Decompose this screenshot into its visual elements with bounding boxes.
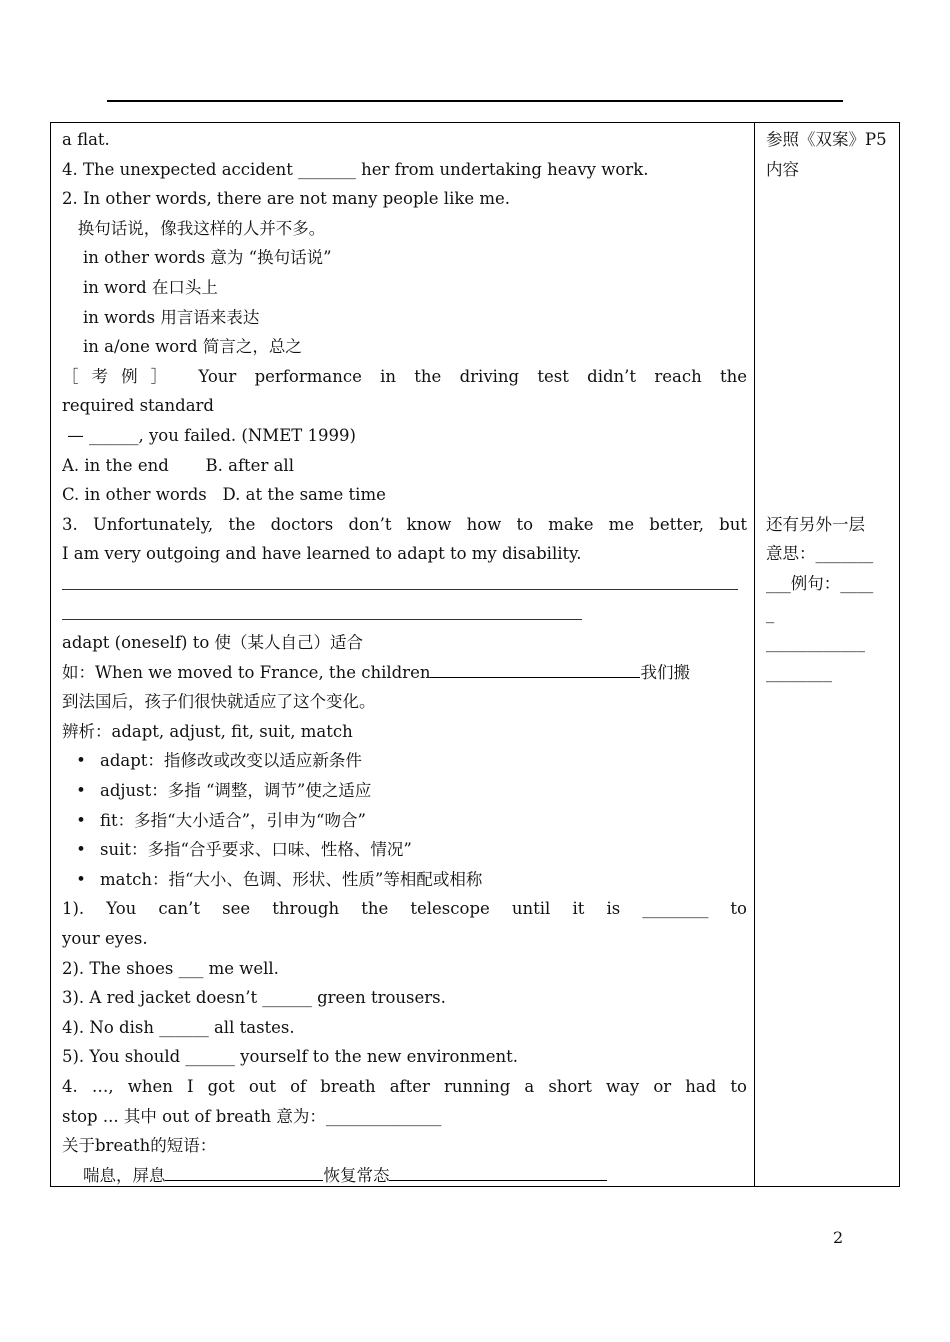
- note-line: 内容: [766, 159, 799, 179]
- note-spacer: [766, 362, 890, 392]
- text-line: 2. In other words, there are not many people like me.: [62, 189, 511, 209]
- text-line: 到法国后，孩子们很快就适应了这个变化。: [62, 692, 376, 712]
- bullet-item: [62, 865, 747, 895]
- header-rule: [107, 100, 843, 102]
- text-line: [62, 1161, 747, 1191]
- bullet-icon: •: [76, 810, 86, 830]
- text-segment: 如：When we moved to France, the children: [62, 662, 431, 682]
- text-line: required standard: [62, 396, 214, 416]
- text-line: 4. The unexpected accident _______ her from undertaking heavy work.: [62, 159, 649, 179]
- text-line: ［考例］ Your performance in the driving test didn’t reach the: [62, 366, 747, 386]
- bullet-text: adjust：多指 “调整，调节”使之适应: [100, 781, 372, 801]
- text-line: in a/one word 简言之，总之: [62, 337, 302, 357]
- bullet-item: [62, 746, 747, 776]
- text-line: 4). No dish ______ all tastes.: [62, 1017, 295, 1037]
- text-line: 3). A red jacket doesn’t ______ green trousers.: [62, 988, 446, 1008]
- bullet-icon: •: [76, 869, 86, 889]
- note-spacer: [766, 243, 890, 273]
- note-spacer: [766, 421, 890, 451]
- bullet-item: [62, 806, 747, 836]
- fill-blank: [389, 1162, 607, 1181]
- bullet-text: suit：多指“合乎要求、口味、性格、情况”: [100, 840, 412, 860]
- bullet-text: adapt：指修改或改变以适应新条件: [100, 751, 362, 771]
- fill-blank: [165, 1162, 323, 1181]
- note-spacer: [766, 451, 890, 481]
- note-spacer: [766, 480, 890, 510]
- text-line: 关于breath的短语：: [62, 1136, 217, 1156]
- note-spacer: [766, 303, 890, 333]
- text-line: C. in other words D. at the same time: [62, 485, 386, 505]
- text-line: stop ... 其中 out of breath 意为：______________: [62, 1106, 442, 1126]
- text-line: adapt (oneself) to 使（某人自己）适合: [62, 633, 364, 653]
- text-line: your eyes.: [62, 929, 148, 949]
- bullet-icon: •: [76, 751, 86, 771]
- text-line: 换句话说，像我这样的人并不多。: [62, 218, 326, 238]
- text-line: 3. Unfortunately, the doctors don’t know how to make me better, but: [62, 514, 747, 534]
- bullet-text: match：指“大小、色调、形状、性质”等相配或相称: [100, 869, 483, 889]
- worksheet-table: [50, 122, 900, 1187]
- note-spacer: [766, 332, 890, 362]
- text-line: in words 用言语来表达: [62, 307, 260, 327]
- note-line: 意思：_______: [766, 544, 874, 564]
- note-line: ________: [766, 662, 832, 682]
- page-number: 2: [833, 1228, 844, 1247]
- text-line: in word 在口头上: [62, 277, 218, 297]
- text-line: 辨析：adapt, adjust, fit, suit, match: [62, 721, 353, 741]
- bullet-item: [62, 776, 747, 806]
- bullet-item: [62, 835, 747, 865]
- text-line: in other words 意为 “换句话说”: [62, 248, 332, 268]
- text-line: I am very outgoing and have learned to adapt to my disability.: [62, 544, 582, 564]
- main-column: [62, 125, 747, 1190]
- fill-blank: [430, 659, 640, 678]
- text-segment: 喘息，屏息: [62, 1165, 166, 1185]
- text-segment: 恢复常态: [323, 1165, 390, 1185]
- bullet-icon: •: [76, 781, 86, 801]
- bullet-text: fit：多指“大小适合”，引申为“吻合”: [100, 810, 366, 830]
- bullet-icon: •: [76, 840, 86, 860]
- note-line: 还有另外一层: [766, 514, 865, 534]
- note-spacer: [766, 214, 890, 244]
- note-spacer: [766, 391, 890, 421]
- note-line: ___例句：____: [766, 573, 874, 593]
- text-line: 1). You can’t see through the telescope until it is ________ to: [62, 899, 747, 919]
- text-segment: 我们搬: [640, 662, 690, 682]
- answer-line: [62, 599, 747, 629]
- text-line: — ______, you failed. (NMET 1999): [62, 425, 356, 445]
- note-line: _: [766, 603, 775, 623]
- note-spacer: [766, 273, 890, 303]
- note-spacer: [766, 184, 890, 214]
- note-line: 参照《双案》P5: [766, 130, 887, 149]
- text-line: a flat.: [62, 130, 110, 149]
- notes-column: [766, 125, 890, 687]
- answer-line: [62, 569, 747, 599]
- text-line: 2). The shoes ___ me well.: [62, 958, 279, 978]
- column-divider: [754, 123, 755, 1186]
- text-line: A. in the end B. after all: [62, 455, 294, 475]
- text-line: [62, 658, 747, 688]
- text-line: 4. …, when I got out of breath after running a short way or had to: [62, 1077, 747, 1096]
- text-line: 5). You should ______ yourself to the new environment.: [62, 1047, 518, 1067]
- note-line: ____________: [766, 633, 865, 653]
